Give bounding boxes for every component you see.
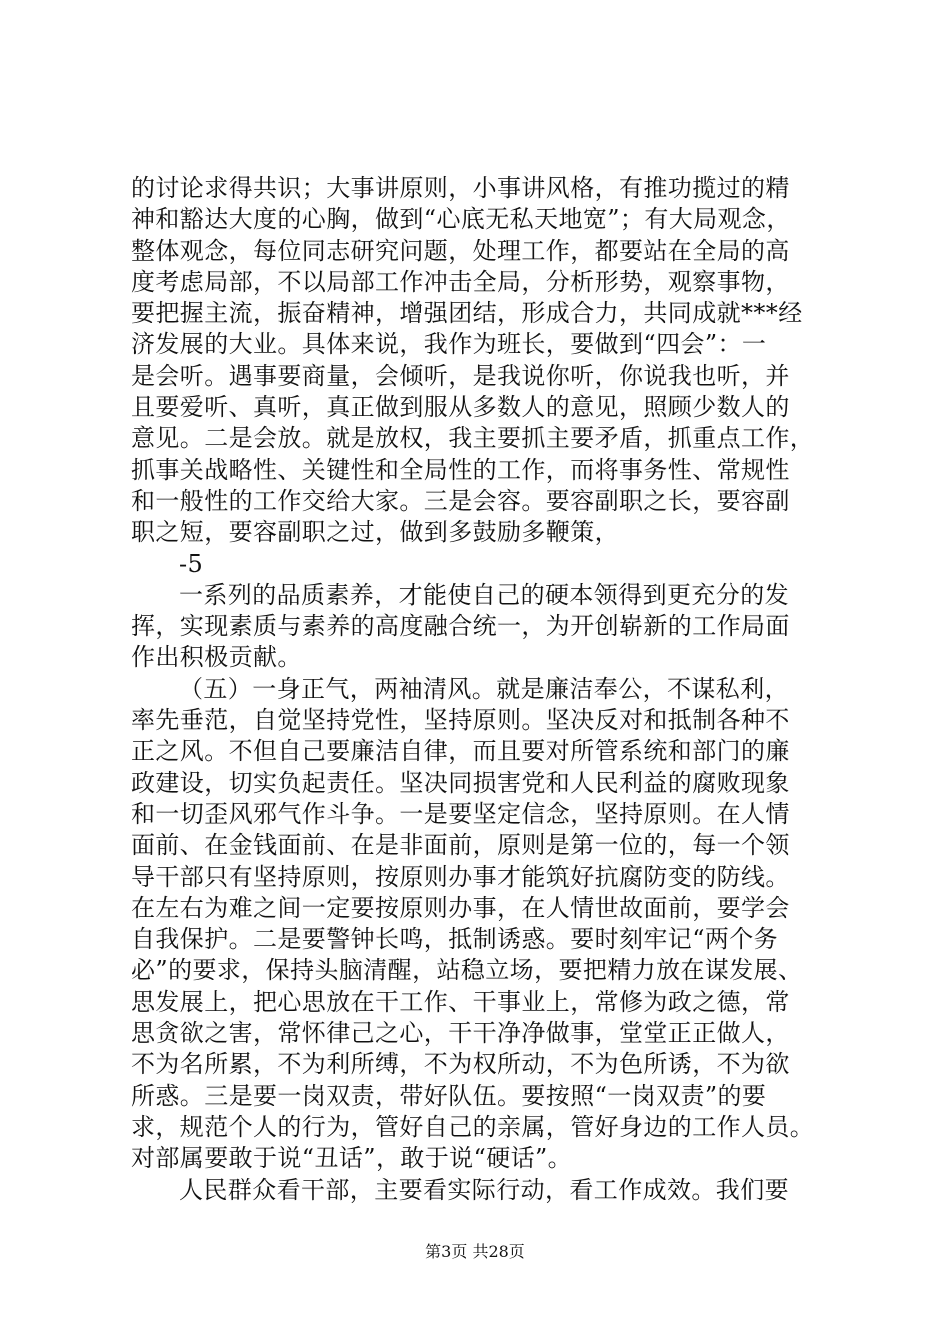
text-line: 求，规范个人的行为，管好自己的亲属，管好身边的工作人员。	[131, 1112, 815, 1141]
text-line: 人民群众看干部，主要看实际行动，看工作成效。我们要	[179, 1175, 789, 1204]
page-footer: 第3页 共28页	[425, 1242, 525, 1261]
text-line: 作出积极贡献。	[131, 643, 302, 672]
text-line: 的讨论求得共识；大事讲原则，小事讲风格，有推功揽过的精	[131, 174, 790, 202]
text-line: 在左右为难之间一定要按原则办事，在人情世故面前，要学会	[131, 893, 790, 922]
text-line: 济发展的大业。具体来说，我作为班长，要做到“四会”：一	[131, 330, 767, 359]
text-line: 导干部只有坚持原则，按原则办事才能筑好抗腐防变的防线。	[131, 862, 790, 891]
text-line: 是会听。遇事要商量，会倾听，是我说你听，你说我也听，并	[131, 361, 790, 390]
text-line: 和一切歪风邪气作斗争。一是要坚定信念，坚持原则。在人情	[131, 799, 790, 828]
text-line: 思发展上，把心思放在干工作、干事业上，常修为政之德，常	[131, 987, 790, 1016]
text-line: 必”的要求，保持头脑清醒，站稳立场，要把精力放在谋发展、	[131, 956, 803, 985]
text-line: 度考虑局部，不以局部工作冲击全局，分析形势，观察事物，	[131, 267, 790, 296]
text-line: 职之短，要容副职之过，做到多鼓励多鞭策，	[131, 518, 619, 547]
text-line: 率先垂范，自觉坚持党性，坚持原则。坚决反对和抵制各种不	[131, 706, 790, 735]
text-line: 要把握主流，振奋精神，增强团结，形成合力，共同成就***经	[131, 299, 803, 328]
text-line: 正之风。不但自己要廉洁自律，而且要对所管系统和部门的廉	[131, 737, 790, 766]
body-text	[131, 173, 831, 1206]
text-line: 对部属要敢于说“丑话”，敢于说“硬话”。	[131, 1144, 573, 1173]
text-line: 意见。二是会放。就是放权，我主要抓主要矛盾，抓重点工作，	[131, 424, 815, 453]
text-line: 神和豁达大度的心胸，做到“心底无私天地宽”；有大局观念，	[131, 205, 791, 234]
text-line: 思贪欲之害，常怀律己之心，干干净净做事，堂堂正正做人，	[131, 1019, 790, 1048]
text-line: 和一般性的工作交给大家。三是会容。要容副职之长，要容副	[131, 486, 790, 515]
text-line: 整体观念，每位同志研究问题，处理工作，都要站在全局的高	[131, 236, 790, 265]
text-line: -5	[179, 549, 204, 578]
text-line: 抓事关战略性、关键性和全局性的工作，而将事务性、常规性	[131, 455, 790, 484]
text-line: 不为名所累，不为利所缚，不为权所动，不为色所诱，不为欲	[131, 1050, 790, 1079]
text-line: 一系列的品质素养，才能使自己的硬本领得到更充分的发	[179, 580, 789, 609]
text-line: 所惑。三是要一岗双责，带好队伍。要按照“一岗双责”的要	[131, 1081, 767, 1110]
text-line: （五）一身正气，两袖清风。就是廉洁奉公，不谋私利，	[179, 674, 789, 703]
text-line: 挥，实现素质与素养的高度融合统一，为开创崭新的工作局面	[131, 612, 790, 641]
text-line: 自我保护。二是要警钟长鸣，抵制诱惑。要时刻牢记“两个务	[131, 925, 779, 954]
text-line: 政建设，切实负起责任。坚决同损害党和人民利益的腐败现象	[131, 768, 790, 797]
text-line: 面前、在金钱面前、在是非面前，原则是第一位的，每一个领	[131, 831, 790, 860]
text-line: 且要爱听、真听，真正做到服从多数人的意见，照顾少数人的	[131, 393, 790, 422]
